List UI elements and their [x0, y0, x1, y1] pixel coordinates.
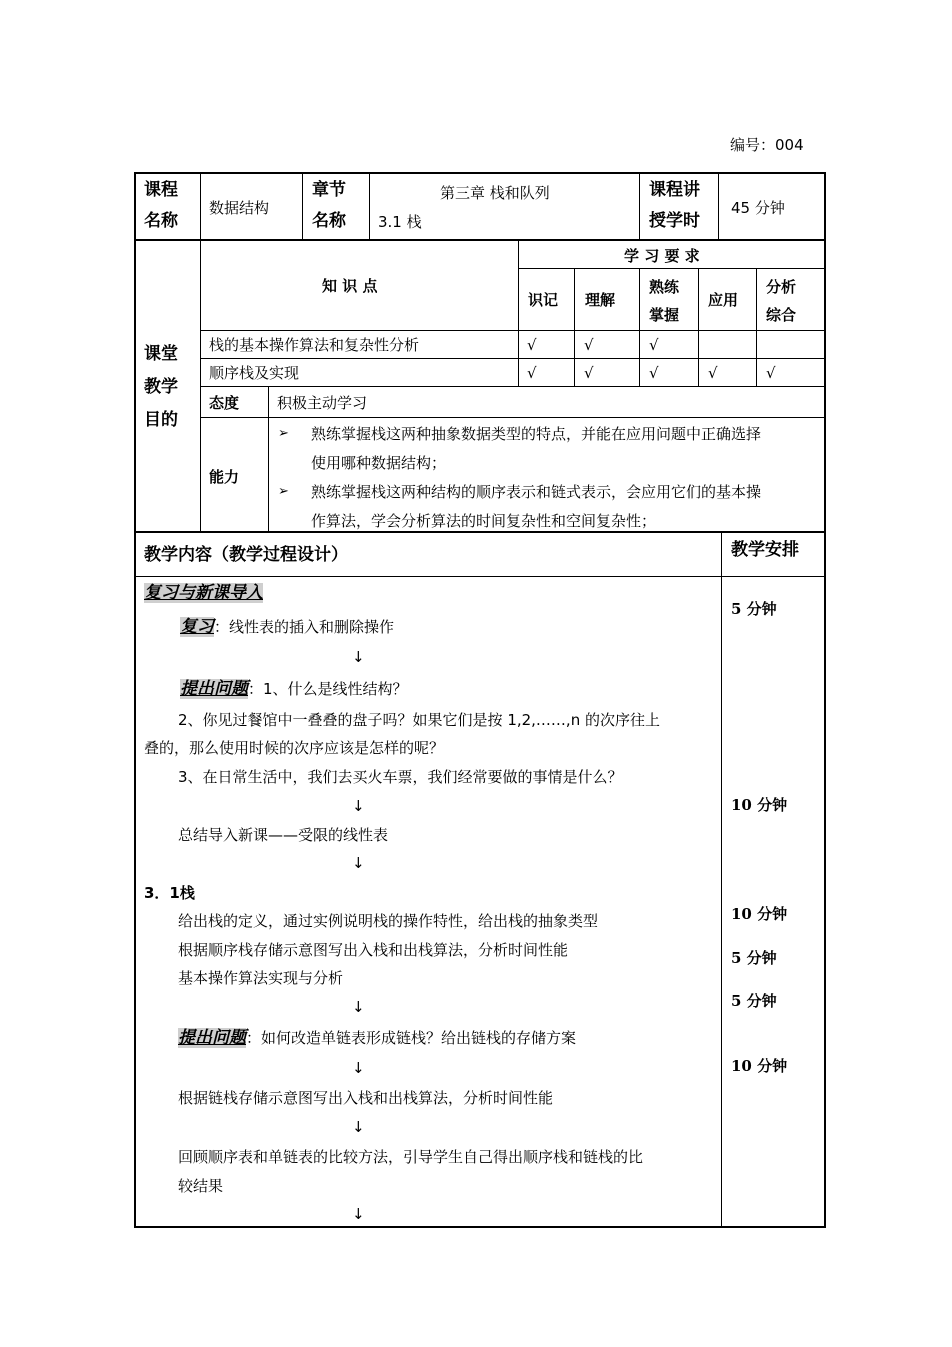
- stack-line-1: 给出栈的定义，通过实例说明栈的操作特性，给出栈的抽象类型: [178, 912, 599, 930]
- attitude-label: 态度: [209, 394, 240, 412]
- chapter-label-1: 章节: [312, 180, 346, 200]
- document-number: 编号：004: [730, 136, 804, 154]
- question-2a: 2、你见过餐馆中一叠叠的盘子吗？如果它们是按 1,2,……,n 的次序往上: [178, 711, 660, 729]
- arrow-down-icon: ↓: [352, 854, 365, 872]
- question-2b: 叠的，那么使用时候的次序应该是怎样的呢？: [144, 739, 445, 757]
- question-line: [180, 679, 408, 699]
- stack-line-4: 根据链栈存储示意图写出入栈和出栈算法，分析时间性能: [178, 1089, 554, 1107]
- objective-label-3: 目的: [144, 410, 178, 430]
- col-apply: 应用: [708, 291, 739, 309]
- knowledge-row-1: 栈的基本操作算法和复杂性分析: [209, 336, 420, 354]
- time-3: 10 分钟: [731, 905, 788, 923]
- col-master-1: 熟练: [649, 278, 680, 296]
- requirement-header: 学 习 要 求: [624, 247, 700, 265]
- ability-line-3: 熟练掌握栈这两种结构的顺序表示和链式表示，会应用它们的基本操: [311, 483, 762, 501]
- mark-r1-c2: √: [584, 336, 594, 354]
- time-5: 5 分钟: [731, 992, 777, 1010]
- mark-r2-c1: √: [527, 364, 537, 382]
- question-4-label: 提出问题: [178, 1028, 246, 1048]
- summary-line: 总结导入新课——受限的线性表: [178, 826, 389, 844]
- arrow-down-icon: ↓: [352, 1059, 365, 1077]
- question-label: 提出问题: [180, 679, 248, 699]
- col-understand: 理解: [585, 291, 616, 309]
- col-memorize: 识记: [528, 291, 559, 309]
- section-review-title: 复习与新课导入: [144, 583, 263, 603]
- hours-label-2: 授学时: [649, 211, 700, 231]
- mark-r2-c4: √: [708, 364, 718, 382]
- ability-label: 能力: [209, 468, 240, 486]
- mark-r1-c1: √: [527, 336, 537, 354]
- arrow-down-icon: ↓: [352, 648, 365, 666]
- mark-r2-c2: √: [584, 364, 594, 382]
- question-4-text: ：如何改造单链表形成链栈？给出链栈的存储方案: [246, 1029, 577, 1047]
- arrow-down-icon: ↓: [352, 797, 365, 815]
- time-1: 5 分钟: [731, 600, 777, 618]
- course-name-value: 数据结构: [209, 199, 270, 217]
- question-1: ：1、什么是线性结构？: [248, 680, 408, 698]
- course-name-label-1: 课程: [144, 180, 178, 200]
- hours-label-1: 课程讲: [649, 180, 700, 200]
- knowledge-row-2: 顺序栈及实现: [209, 364, 300, 382]
- arrow-down-icon: ↓: [352, 1205, 365, 1223]
- schedule-header: 教学安排: [731, 540, 799, 560]
- review-line: [180, 617, 394, 637]
- course-name-label-2: 名称: [144, 211, 178, 231]
- stack-line-3: 基本操作算法实现与分析: [178, 969, 344, 987]
- question-4-line: [178, 1028, 576, 1048]
- section-stack-title: 3．1栈: [144, 884, 195, 902]
- stack-line-5a: 回顾顺序表和单链表的比较方法，引导学生自己得出顺序栈和链栈的比: [178, 1148, 644, 1166]
- objective-label-2: 教学: [144, 377, 178, 397]
- objective-label-1: 课堂: [144, 344, 178, 364]
- col-analyze-2: 综合: [766, 306, 797, 324]
- content-header: 教学内容（教学过程设计）: [144, 545, 348, 565]
- chapter-value: 第三章 栈和队列: [440, 184, 550, 202]
- attitude-value: 积极主动学习: [277, 394, 368, 412]
- question-3: 3、在日常生活中，我们去买火车票，我们经常要做的事情是什么？: [178, 768, 623, 786]
- hours-value: 45 分钟: [731, 199, 785, 217]
- arrow-down-icon: ↓: [352, 1118, 365, 1136]
- review-text: ：线性表的插入和删除操作: [214, 618, 395, 636]
- mark-r2-c3: √: [649, 364, 659, 382]
- time-6: 10 分钟: [731, 1057, 788, 1075]
- stack-line-5b: 较结果: [178, 1177, 224, 1195]
- ability-line-2: 使用哪种数据结构；: [311, 454, 447, 472]
- arrow-down-icon: ↓: [352, 998, 365, 1016]
- chapter-label-2: 名称: [312, 211, 346, 231]
- stack-line-2: 根据顺序栈存储示意图写出入栈和出栈算法，分析时间性能: [178, 941, 569, 959]
- bullet-icon: ➢: [278, 426, 289, 441]
- chapter-section: 3.1 栈: [378, 213, 422, 231]
- mark-r2-c5: √: [766, 364, 776, 382]
- knowledge-header: 知 识 点: [322, 277, 378, 295]
- ability-line-1: 熟练掌握栈这两种抽象数据类型的特点，并能在应用问题中正确选择: [311, 425, 762, 443]
- time-2: 10 分钟: [731, 796, 788, 814]
- mark-r1-c3: √: [649, 336, 659, 354]
- time-4: 5 分钟: [731, 949, 777, 967]
- col-analyze-1: 分析: [766, 278, 797, 296]
- col-master-2: 掌握: [649, 306, 680, 324]
- ability-line-4: 作算法，学会分析算法的时间复杂性和空间复杂性；: [311, 512, 657, 530]
- bullet-icon: ➢: [278, 484, 289, 499]
- review-label: 复习: [180, 617, 214, 637]
